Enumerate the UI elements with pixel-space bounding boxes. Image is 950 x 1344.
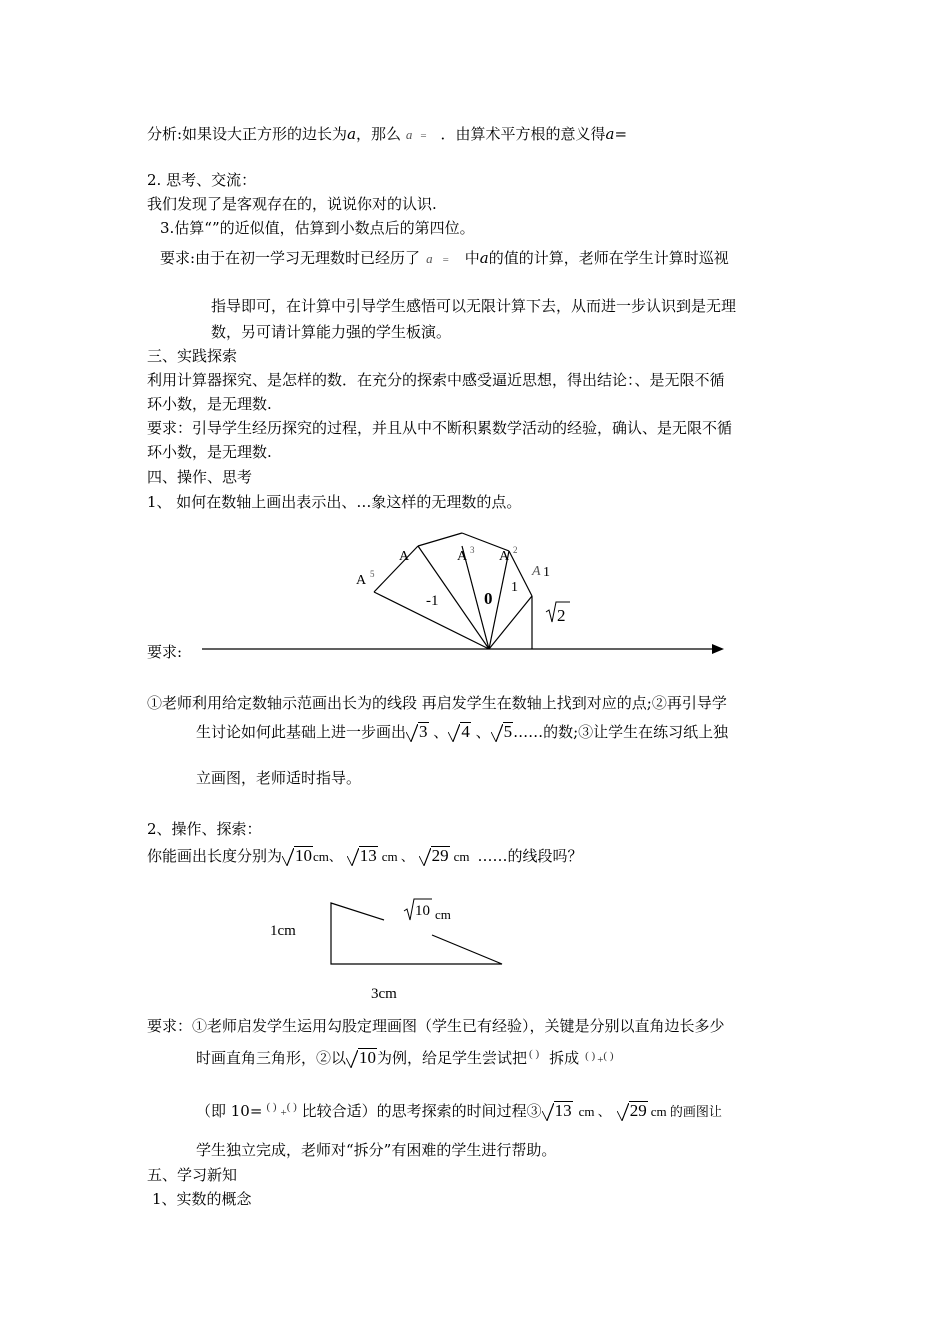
- radicand: 5: [503, 722, 513, 741]
- label-zero: 0: [484, 589, 493, 608]
- paragraph: 环小数，是无理数.: [147, 443, 272, 461]
- sqrt-3: [406, 722, 429, 742]
- label-sqrt10: 10: [415, 903, 430, 919]
- label-sqrt2: 2: [557, 606, 566, 625]
- var-a: a: [405, 127, 413, 142]
- sqrt-29: [617, 1101, 648, 1121]
- unit: cm 、: [381, 849, 414, 864]
- var-a: a: [479, 249, 489, 267]
- var-a: a: [347, 125, 357, 143]
- text: 拆成: [549, 1049, 580, 1067]
- text: 时画直角三角形，②以: [196, 1049, 347, 1067]
- paragraph: [196, 722, 728, 742]
- label-a2-sub: 2: [513, 545, 518, 555]
- paragraph: [147, 846, 583, 867]
- text: cm 的画图让: [650, 1104, 722, 1119]
- equals: =: [442, 254, 449, 266]
- text: ……的线段吗？: [477, 847, 583, 865]
- label-a3: A: [457, 549, 468, 564]
- paragraph: [196, 1044, 614, 1070]
- paragraph: 1、 如何在数轴上画出表示出、…象这样的无理数的点。: [147, 493, 522, 511]
- subsection-heading: 1、实数的概念: [152, 1190, 252, 1208]
- triangle-figure: [260, 890, 560, 1010]
- sqrt-10: [346, 1048, 377, 1068]
- paragraph: 环小数，是无理数.: [147, 395, 272, 413]
- section-heading: 2、操作、探索：: [147, 820, 262, 838]
- label-a4: A: [399, 549, 410, 564]
- requirement-line: [160, 248, 729, 270]
- label-1cm: 1cm: [270, 923, 296, 939]
- text: 要求:由于在初一学习无理数时已经历了: [160, 249, 421, 267]
- text: 分析:如果设大正方形的边长为: [147, 125, 348, 143]
- blank: ( ): [286, 1101, 297, 1113]
- section-heading: 五、学习新知: [147, 1166, 238, 1184]
- paragraph: 我们发现了是客观存在的，说说你对的认识.: [147, 195, 437, 213]
- text: 为例，给足学生尝试把: [377, 1049, 528, 1067]
- label-a3-sub: 3: [470, 545, 475, 555]
- label-a1: A: [532, 564, 541, 579]
- text: 生讨论如何此基础上进一步画出: [196, 723, 407, 741]
- sqrt-13: [347, 846, 378, 866]
- plus: +: [597, 1054, 604, 1066]
- axis-arrow: [712, 644, 724, 654]
- radicand: 10: [359, 1048, 377, 1067]
- radicand: 29: [431, 846, 449, 865]
- unit: cm: [453, 849, 470, 864]
- label-a5: A: [356, 573, 367, 588]
- text: 的值的计算，老师在学生计算时巡视: [488, 249, 729, 267]
- unit: cm、: [313, 849, 342, 864]
- paragraph: 立画图，老师适时指导。: [196, 769, 362, 787]
- section-heading: 三、实践探索: [147, 347, 238, 365]
- var-a: a: [426, 251, 433, 266]
- label-a5-sub: 5: [370, 569, 375, 579]
- paragraph: 3.估算“”的近似值，估算到小数点后的第四位。: [160, 219, 475, 237]
- label-cm: cm: [435, 907, 451, 922]
- section-heading: 四、操作、思考: [147, 468, 253, 486]
- paragraph: 数，另可请计算能力强的学生板演。: [211, 323, 452, 341]
- var-a: a=: [605, 125, 628, 143]
- text: ．由算术平方根的意义得: [440, 125, 606, 143]
- radicand: 13: [359, 846, 377, 865]
- blank: ( ): [585, 1050, 596, 1062]
- unit: cm 、: [578, 1104, 611, 1119]
- sqrt-10: [282, 846, 313, 866]
- sqrt-4: [448, 722, 471, 742]
- label-a1-num: 1: [543, 565, 550, 580]
- text: （即 10=: [196, 1102, 263, 1120]
- paragraph: 要求：引导学生经历探究的过程，并且从中不断积累数学活动的经验，确认、是无限不循: [147, 419, 733, 437]
- analysis-line: [147, 124, 627, 146]
- plus: +: [280, 1107, 287, 1119]
- radicand: 4: [461, 722, 470, 741]
- label-one: 1: [511, 580, 518, 595]
- paragraph: ①老师利用给定数轴示范画出长为的线段 再启发学生在数轴上找到对应的点;②再引导学: [147, 694, 727, 712]
- sqrt-29: [419, 846, 450, 866]
- text: 中: [464, 249, 480, 267]
- section-think: 2. 思考、交流：: [147, 171, 257, 189]
- paragraph: 指导即可，在计算中引导学生感悟可以无限计算下去，从而进一步认识到是无理: [211, 297, 737, 315]
- text: 你能画出长度分别为: [147, 847, 283, 865]
- text: ，那么: [356, 125, 402, 143]
- sqrt-5: [491, 722, 514, 742]
- blank: ( ): [529, 1048, 540, 1060]
- radicand: 29: [629, 1101, 647, 1120]
- label-minus-one: -1: [426, 593, 439, 609]
- requirement-label: 要求:: [147, 643, 183, 661]
- equals: =: [420, 130, 427, 142]
- number-line-figure: [0, 530, 950, 670]
- label-3cm: 3cm: [371, 986, 397, 1002]
- separator: 、: [475, 723, 491, 741]
- text: 比较合适）的思考探索的时间过程③: [296, 1102, 542, 1120]
- blank: ( ): [603, 1050, 614, 1062]
- paragraph: [196, 1097, 722, 1123]
- paragraph: 学生独立完成，老师对“拆分”有困难的学生进行帮助。: [196, 1141, 557, 1159]
- sqrt-13: [542, 1101, 573, 1121]
- blank: ( ): [266, 1101, 277, 1113]
- paragraph: 利用计算器探究、是怎样的数．在充分的探索中感受逼近思想，得出结论：、是无限不循: [147, 371, 725, 389]
- radicand: 3: [419, 722, 428, 741]
- radicand: 13: [554, 1101, 572, 1120]
- text: ……的数;③让学生在练习纸上独: [513, 723, 729, 741]
- radicand: 10: [295, 846, 313, 865]
- separator: 、: [433, 723, 449, 741]
- label-a2: A: [499, 549, 510, 564]
- paragraph: 要求：①老师启发学生运用勾股定理画图（学生已有经验），关键是分别以直角边长多少: [147, 1017, 725, 1035]
